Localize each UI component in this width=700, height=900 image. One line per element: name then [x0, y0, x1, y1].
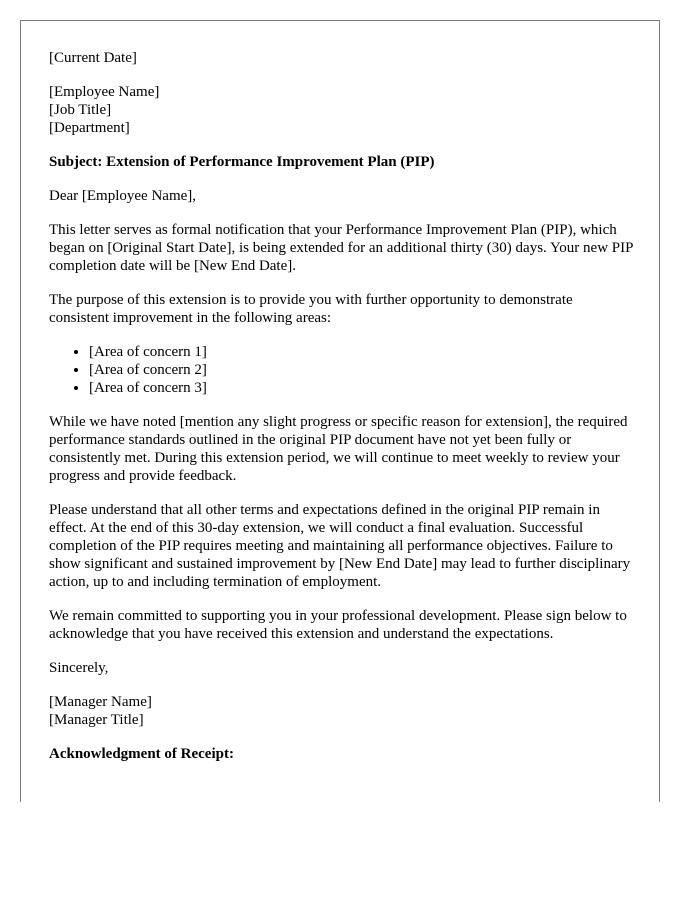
recipient-name: [Employee Name] [49, 84, 160, 100]
closing: Sincerely, [49, 660, 109, 676]
sender-name: [Manager Name] [49, 694, 152, 710]
paragraph-progress: While we have noted [mention any slight progress or specific reason for extension], the required performance standards outlined in the original PIP document have not yet been fully or consistently met. During this extension period, we will continue to meet weekly to review your progress and provide feedback. [49, 414, 628, 484]
recipient-block [49, 83, 635, 137]
salutation: Dear [Employee Name], [49, 188, 197, 204]
concern-item-1: • [Area of concern 1] [89, 343, 635, 361]
recipient-title: [Job Title] [49, 102, 112, 118]
acknowledgment-heading: Acknowledgment of Receipt: [49, 746, 234, 762]
sender-block [49, 693, 635, 729]
concern-item-2: • [Area of concern 2] [89, 361, 635, 379]
letter-content [49, 49, 635, 779]
concerns-list [49, 343, 635, 397]
paragraph-notification: This letter serves as formal notification that your Performance Improvement Plan (PIP), which began on [Original Start Date], is being extended for an additional thirty (30) days. Your new PIP completion date will be [New End Date]. [49, 222, 633, 274]
paragraph-commitment: We remain committed to supporting you in your professional development. Please sign below to acknowledge that you have received this extension and understand the expectations. [49, 608, 627, 642]
recipient-department: [Department] [49, 120, 130, 136]
paragraph-purpose: The purpose of this extension is to provide you with further opportunity to demonstrate consistent improvement in the following areas: [49, 292, 573, 326]
letter-page [20, 20, 660, 802]
subject-line: Subject: Extension of Performance Improvement Plan (PIP) [49, 154, 435, 170]
concern-item-3: • [Area of concern 3] [89, 379, 635, 397]
sender-title: [Manager Title] [49, 712, 144, 728]
paragraph-terms: Please understand that all other terms and expectations defined in the original PIP remain in effect. At the end of this 30-day extension, we will conduct a final evaluation. Successful completion of the PIP requires meeting and maintaining all performance objectives. Failure to show significant and sustained improvement by [New End Date] may lead to further disciplinary action, up to and including termination of employment. [49, 502, 631, 590]
letter-date: [Current Date] [49, 50, 137, 66]
